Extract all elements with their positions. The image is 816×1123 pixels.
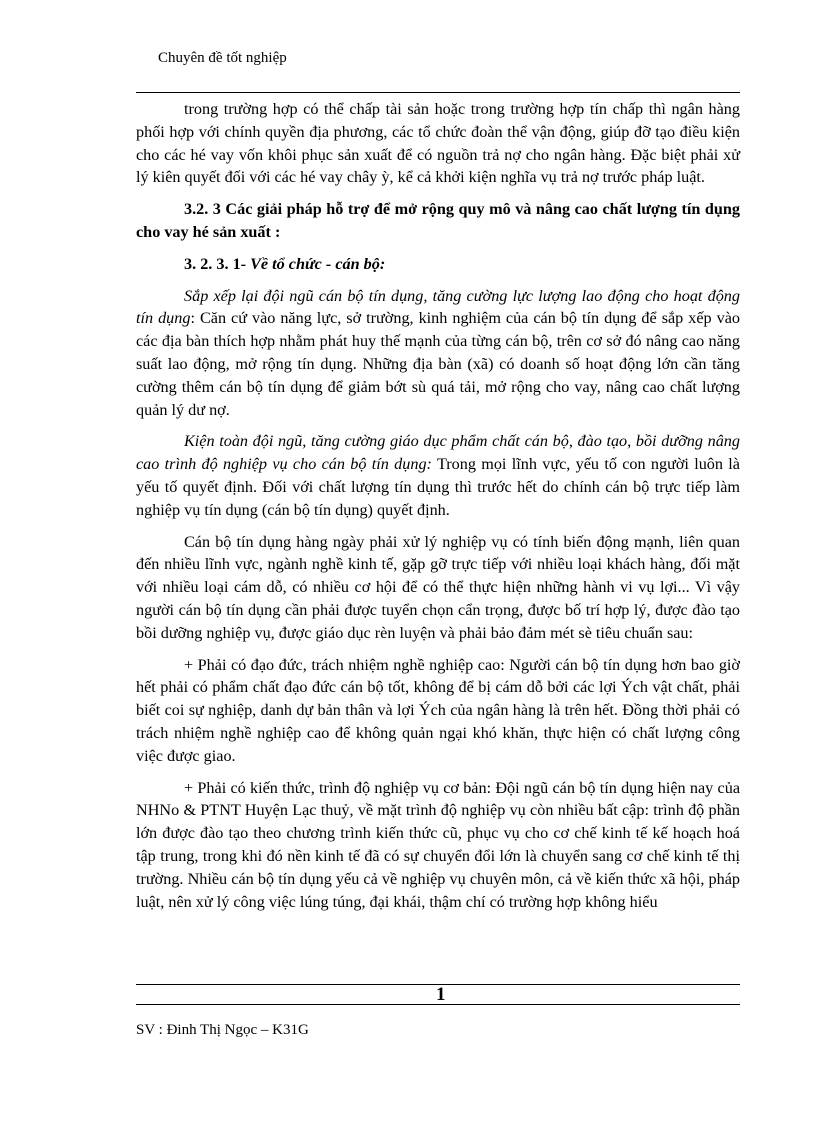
paragraph: + Phải có kiến thức, trình độ nghiệp vụ cơ bản: Đội ngũ cán bộ tín dụng hiện nay của NHNo & PTNT Huyện Lạc thuỷ, về mặt trình độ nghiệp vụ còn nhiều bất cập: trình độ phần lớn được đào tạo theo chương trình kiến thức cũ, phục vụ cho cơ chế kinh tế kế hoạch hoá tập trung, trong khi đó nền kinh tế đã có sự chuyển đổi lớn là chuyển sang cơ chế kinh tế thị trường. Nhiều cán bộ tín dụng yếu cả về nghiệp vụ chuyên môn, cả về kiến thức xã hội, pháp luật, nên xử lý công việc lúng túng, đại khái, thậm chí có trường hợp không hiểu bbox=[136, 778, 740, 911]
page-number: 1 bbox=[436, 984, 446, 1005]
paragraph: + Phải có đạo đức, trách nhiệm nghề nghiệp cao: Người cán bộ tín dụng hơn bao giờ hết phải có phẩm chất đạo đức cán bộ tốt, không để bị cám dỗ bởi các lợi Ých vật chất, phải biết coi sự nghiệp, danh dự bản thân và lợi Ých của ngân hàng là trên hết. Đồng thời phải có trách nhiệm nghề nghiệp cao để không quản ngại khó khăn, thực hiện có chất lượng công việc được giao. bbox=[136, 655, 740, 765]
footer-rule-bottom bbox=[136, 1004, 740, 1005]
paragraph-text: Trong mọi lĩnh vực, yếu tố con người luôn là yếu tố quyết định. Đối với chất lượng tín dụng thì trước hết do chính cán bộ trực tiếp làm nghiệp vụ tín dụng (cán bộ tín dụng) quyết định. bbox=[136, 455, 740, 519]
subsection-heading bbox=[136, 253, 740, 276]
emphasis-lead: Kiện toàn đội ngũ, tăng cường giáo dục phẩm chất cán bộ, đào tạo, bồi dưỡng nâng cao trình độ nghiệp vụ cho cán bộ tín dụng: bbox=[136, 432, 740, 474]
paragraph bbox=[136, 430, 740, 521]
section-heading: 3.2. 3 Các giải pháp hỗ trợ để mở rộng quy mô và nâng cao chất lượng tín dụng cho vay hé sản xuất : bbox=[136, 200, 740, 241]
document-body bbox=[136, 98, 740, 913]
running-header: Chuyên đề tốt nghiệp bbox=[158, 50, 287, 66]
header-rule bbox=[136, 92, 740, 93]
emphasis-lead: Sắp xếp lại đội ngũ cán bộ tín dụng, tăng cường lực lượng lao động cho hoạt động tín dụng bbox=[136, 286, 740, 328]
paragraph-text: : Căn cứ vào năng lực, sở trường, kinh nghiệm của cán bộ tín dụng để sắp xếp vào các địa bàn thích hợp nhằm phát huy thế mạnh của từng cán bộ, trên cơ sở đó nâng cao năng suất lao động, mở rộng tín dụng. Những địa bàn (xã) có doanh số hoạt động lớn cần tăng cường thêm cán bộ tín dụng để giảm bớt sù quá tải, mở rộng cho vay, nâng cao chất lượng quản lý dư nợ. bbox=[136, 309, 741, 419]
subsection-number: 3. 2. 3. 1- bbox=[184, 254, 251, 273]
subsection-title: Về tổ chức - cán bộ: bbox=[250, 254, 386, 273]
paragraph: Cán bộ tín dụng hàng ngày phải xử lý nghiệp vụ có tính biến động mạnh, liên quan đến nhiều lĩnh vực, ngành nghề kinh tế, gặp gỡ trực tiếp với nhiều loại khách hàng, đối mặt với nhiều loại cám dỗ, có nhiều cơ hội để có thể thực hiện những hành vi vụ lợi... Vì vậy người cán bộ tín dụng cần phải được tuyển chọn cẩn trọng, được bố trí hợp lý, được đào tạo bồi dưỡng nghiệp vụ, được giáo dục rèn luyện và phải bảo đảm mét sè tiêu chuẩn sau: bbox=[136, 532, 740, 642]
running-footer: SV : Đinh Thị Ngọc – K31G bbox=[136, 1022, 309, 1038]
paragraph bbox=[136, 285, 740, 422]
paragraph: trong trường hợp có thể chấp tài sản hoặc trong trường hợp tín chấp thì ngân hàng phối hợp với chính quyền địa phương, các tổ chức đoàn thể vận động, giúp đỡ tạo điều kiện cho các hé vay vốn khôi phục sản xuất để có nguồn trả nợ cho ngân hàng. Đặc biệt phải xử lý kiên quyết đối với các hé vay chây ỳ, kể cả khởi kiện nghĩa vụ trả nợ trước pháp luật. bbox=[136, 100, 740, 187]
